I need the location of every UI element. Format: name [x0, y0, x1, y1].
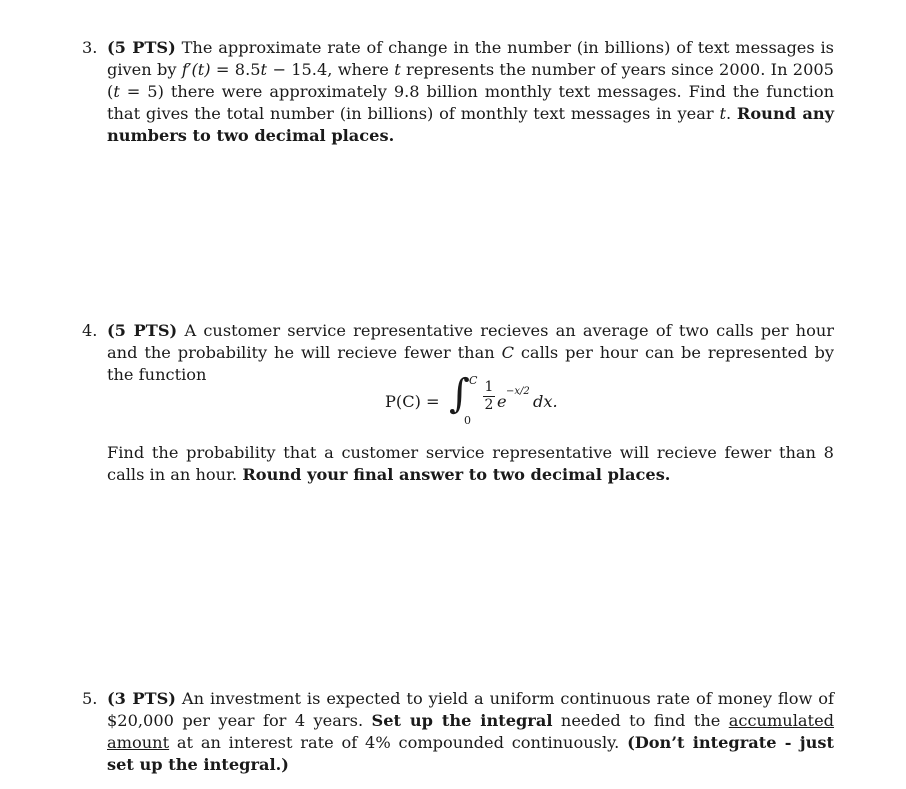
- problem-4-text-a: A customer service representative recieves an average of two calls per hour and the probability he will recieve fewer than: [107, 321, 834, 362]
- probability-formula: [385, 371, 585, 430]
- fraction-numerator: 1: [484, 379, 494, 395]
- problem-4-instruction: Round your final answer to two decimal places.: [242, 465, 671, 484]
- problem-4-number: 4.: [82, 321, 98, 340]
- variable-t: t: [260, 60, 268, 79]
- problem-5-number: 5.: [82, 689, 98, 708]
- problem-3-text-f: .: [725, 104, 737, 123]
- integral-lower-bound: 0: [464, 414, 471, 427]
- problem-5-text: [107, 688, 834, 776]
- problem-5-text-a: An investment is expected to yield a uniform continuous rate of money flow of $20,000 per year for 4 years.: [107, 689, 834, 730]
- problem-3-text-c: − 15.4, where: [267, 60, 395, 79]
- integral-sign: ∫: [449, 371, 470, 417]
- differential: dx.: [533, 392, 558, 411]
- problem-3-points: (5 PTS): [107, 38, 176, 57]
- problem-3-text-e: = 5) there were approximately 9.8 billion monthly text messages. Find the function that gives the total number (in billions) of monthly text messages in year: [107, 82, 834, 123]
- problem-4-question: [82, 442, 834, 486]
- problem-3-text-b: = 8.5: [210, 60, 261, 79]
- integral-upper-bound: C: [469, 374, 478, 387]
- variable-t: t: [719, 104, 726, 123]
- formula-lhs: P(C) =: [385, 392, 440, 411]
- accumulated-amount-term: accumulated amount: [107, 711, 835, 752]
- variable-t: t: [394, 60, 401, 79]
- problem-3-instruction: Round any numbers to two decimal places.: [107, 104, 834, 145]
- problem-5-points: (3 PTS): [107, 689, 176, 708]
- problem-3: [82, 37, 834, 147]
- problem-3-text-d: represents the number of years since 2000. In 2005 (: [107, 60, 834, 101]
- problem-5-text-c: at an interest rate of 4% compounded continuously.: [169, 733, 628, 752]
- problem-4-text-b: calls per hour can be represented by the function: [107, 343, 834, 384]
- problem-5-setup: Set up the integral: [371, 711, 553, 730]
- exponential-base: e: [497, 392, 507, 411]
- fraction-denominator: 2: [484, 397, 494, 413]
- problem-5: [82, 688, 834, 776]
- fraction-one-half: [483, 380, 495, 413]
- problem-3-text-a: The approximate rate of change in the number (in billions) of text messages is given by: [107, 38, 834, 79]
- variable-t: t: [113, 82, 120, 101]
- exponent: −x/2: [506, 386, 530, 397]
- problem-5-instruction: (Don’t integrate - just set up the integral.): [107, 733, 834, 774]
- problem-4-text-c: Find the probability that a customer service representative will recieve fewer than 8 calls in an hour.: [107, 443, 834, 484]
- problem-5-text-b: needed to find the: [552, 711, 729, 730]
- derivative-notation: f′(t): [181, 60, 211, 79]
- variable-c: C: [501, 343, 514, 362]
- problem-3-number: 3.: [82, 38, 98, 57]
- problem-4-question-text: [107, 442, 834, 486]
- problem-4-points: (5 PTS): [107, 321, 178, 340]
- problem-3-text: [107, 37, 834, 147]
